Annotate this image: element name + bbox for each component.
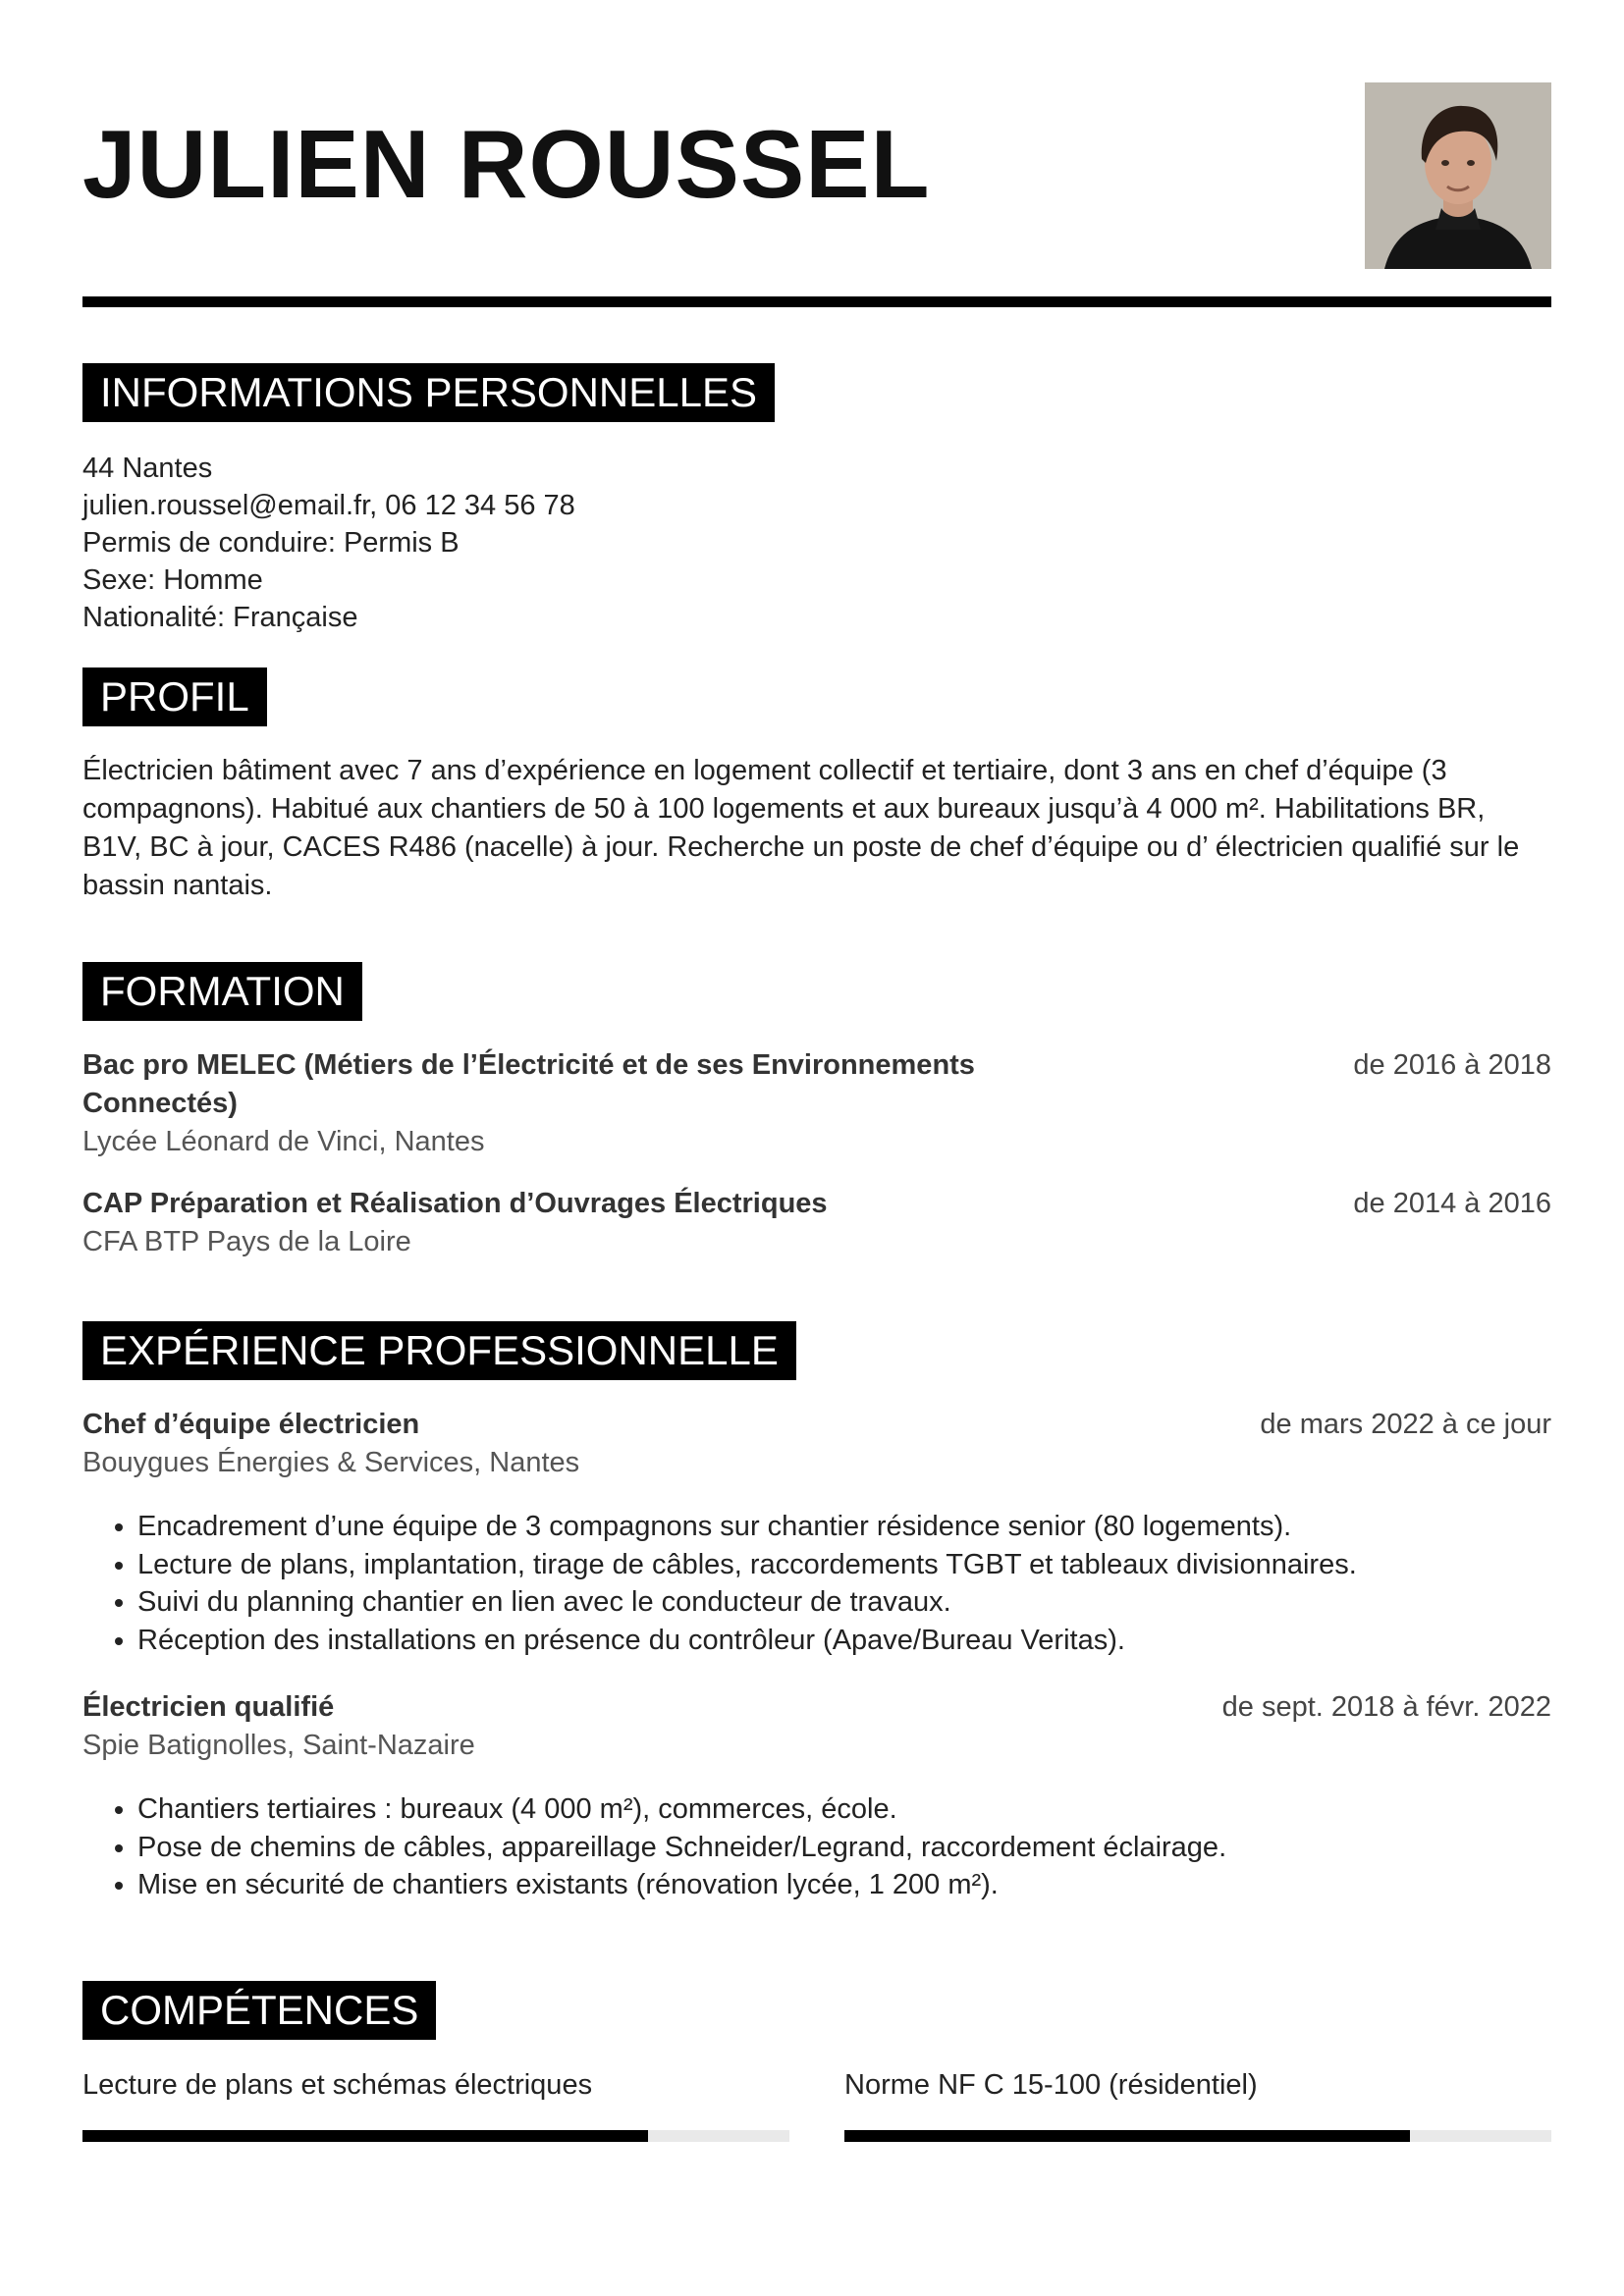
job-date: de mars 2022 à ce jour: [1260, 1409, 1551, 1440]
company-name: Bouygues Énergies & Services, Nantes: [82, 1447, 580, 1478]
experience-section: [82, 1321, 1551, 1904]
gender-line: Sexe: Homme: [82, 564, 263, 596]
job-entry: [82, 1406, 1551, 1659]
profile-heading: PROFIL: [82, 667, 267, 726]
portrait-image: [1365, 82, 1551, 269]
address-line: 44 Nantes: [82, 453, 213, 484]
job-title: Électricien qualifié: [82, 1691, 335, 1723]
bullet-item: • Pose de chemins de câbles, appareillage Schneider/Legrand, raccordement éclairage.: [137, 1829, 1551, 1867]
school-name: Lycée Léonard de Vinci, Nantes: [82, 1126, 485, 1157]
education-section: [82, 962, 1551, 1261]
personal-info-section: [82, 363, 1551, 636]
bullet-item: • Suivi du planning chantier en lien avec le conducteur de travaux.: [137, 1583, 1551, 1622]
profile-text: Électricien bâtiment avec 7 ans d’expérience en logement collectif et tertiaire, dont 3 ans en chef d’équipe (3 compagnons). Habitué aux chantiers de 50 à 100 logements et aux bureaux jusqu’à 4 000 m². Habilitations BR, B1V, BC à jour, CACES R486 (nacelle) à jour. Recherche un poste de chef d’équipe ou d’ électricien qualifié sur le bassin nantais.: [82, 755, 1520, 901]
bullet-item: • Chantiers tertiaires : bureaux (4 000 m²), commerces, école.: [137, 1790, 1551, 1829]
degree-date: de 2014 à 2016: [1353, 1188, 1551, 1219]
skill-level-bar: [844, 2130, 1551, 2142]
school-name: CFA BTP Pays de la Loire: [82, 1226, 411, 1257]
skill-level-bar: [82, 2130, 789, 2142]
profile-section: [82, 667, 1551, 905]
job-entry: [82, 1688, 1551, 1904]
header-divider: [82, 296, 1551, 307]
degree-title: CAP Préparation et Réalisation d’Ouvrages Électriques: [82, 1188, 828, 1219]
education-entry: [82, 1185, 1551, 1261]
skill-label: Lecture de plans et schémas électriques: [82, 2069, 593, 2101]
skill-label: Norme NF C 15-100 (résidentiel): [844, 2069, 1258, 2101]
experience-heading: EXPÉRIENCE PROFESSIONNELLE: [82, 1321, 796, 1380]
personal-info-heading: INFORMATIONS PERSONNELLES: [82, 363, 775, 422]
job-bullets: [82, 1508, 1551, 1659]
company-name: Spie Batignolles, Saint-Nazaire: [82, 1730, 475, 1761]
personal-info-lines: [82, 450, 1551, 636]
skills-heading: COMPÉTENCES: [82, 1981, 436, 2040]
contact-line: julien.roussel@email.fr, 06 12 34 56 78: [82, 490, 575, 521]
profile-photo: [1365, 82, 1551, 269]
skill-item: [844, 2065, 1551, 2142]
candidate-name: JULIEN ROUSSEL: [82, 110, 931, 218]
nationality-line: Nationalité: Française: [82, 602, 358, 633]
skill-level-fill: [844, 2130, 1410, 2142]
bullet-item: • Réception des installations en présence du contrôleur (Apave/Bureau Veritas).: [137, 1622, 1551, 1660]
skills-list: [82, 2065, 1551, 2144]
bullet-item: • Lecture de plans, implantation, tirage de câbles, raccordements TGBT et tableaux divisionnaires.: [137, 1546, 1551, 1584]
education-heading: FORMATION: [82, 962, 362, 1021]
skills-section: [82, 1981, 1551, 2144]
job-bullets: [82, 1790, 1551, 1904]
skill-item: [82, 2065, 789, 2142]
job-title: Chef d’équipe électricien: [82, 1409, 420, 1440]
bullet-item: • Mise en sécurité de chantiers existants (rénovation lycée, 1 200 m²).: [137, 1866, 1551, 1904]
education-entry: [82, 1046, 1551, 1161]
skill-level-fill: [82, 2130, 648, 2142]
job-date: de sept. 2018 à févr. 2022: [1221, 1691, 1551, 1723]
license-line: Permis de conduire: Permis B: [82, 527, 460, 559]
bullet-item: • Encadrement d’une équipe de 3 compagnons sur chantier résidence senior (80 logements).: [137, 1508, 1551, 1546]
degree-date: de 2016 à 2018: [1353, 1049, 1551, 1081]
degree-title: Bac pro MELEC (Métiers de l’Électricité et de ses Environnements Connectés): [82, 1049, 975, 1119]
